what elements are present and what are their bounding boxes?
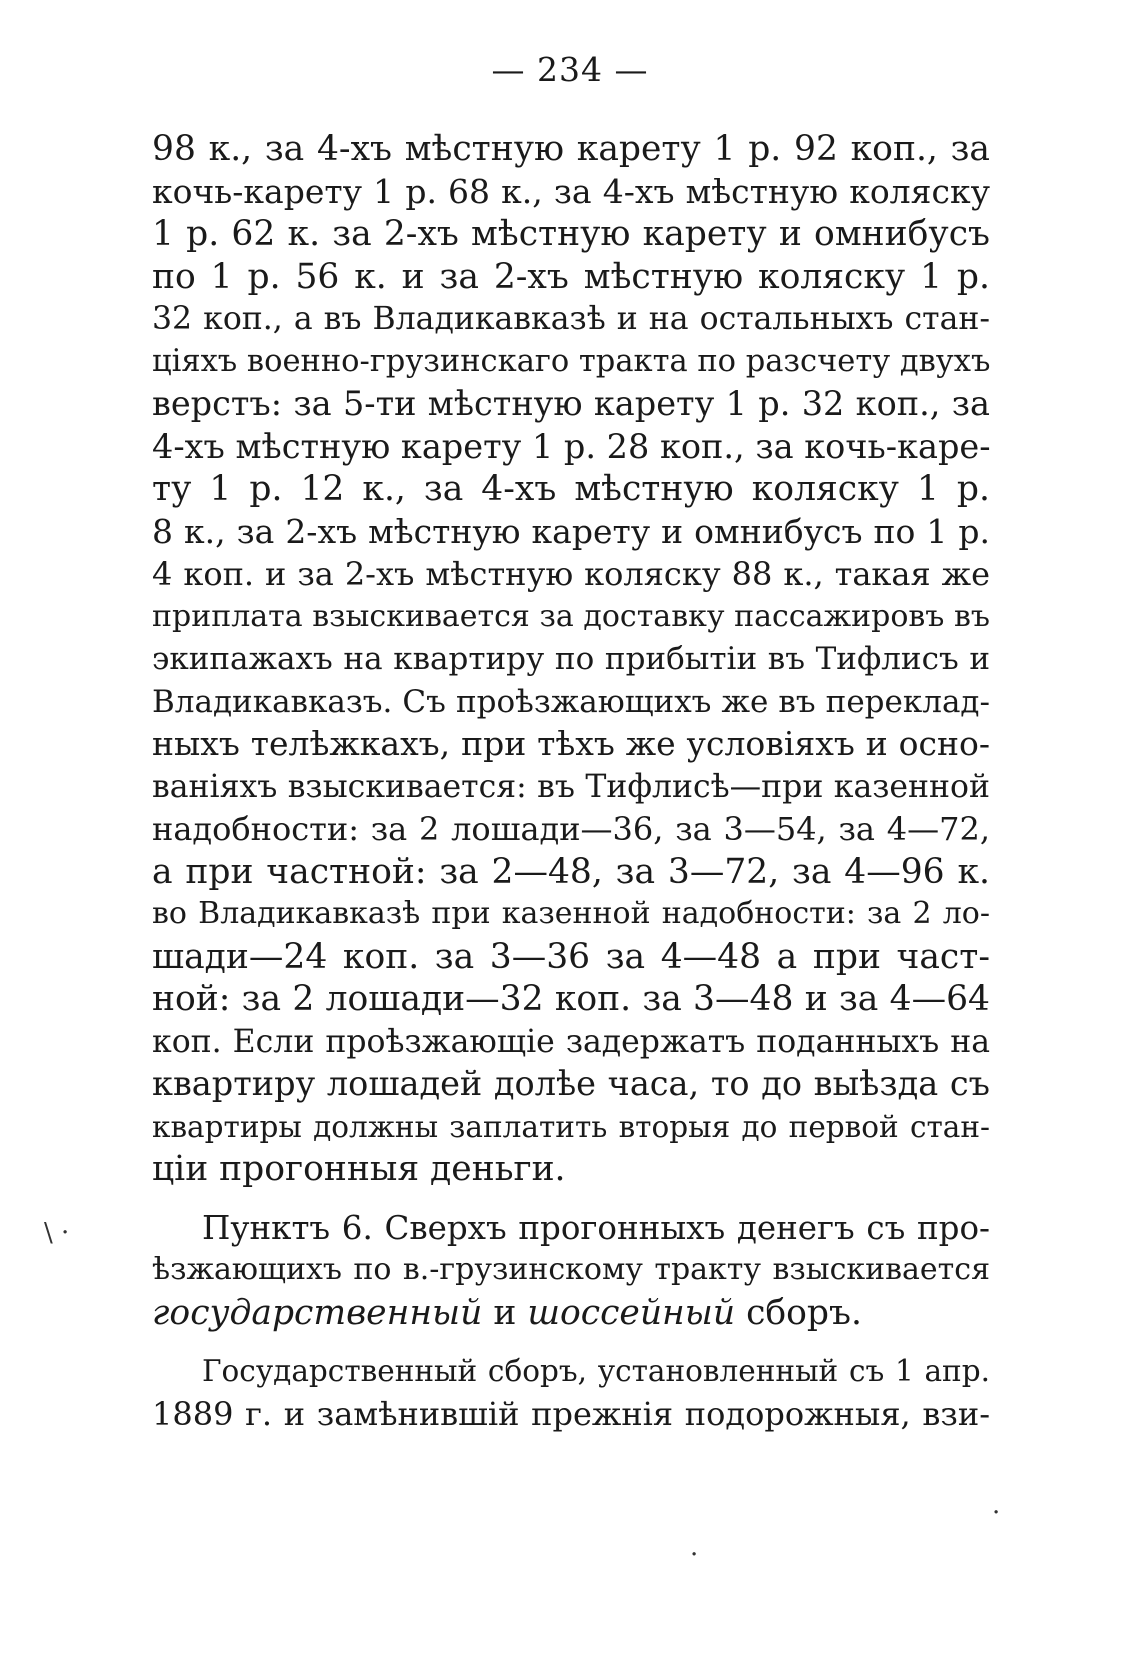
paragraph-3 — [152, 1350, 990, 1435]
margin-speck: \ · — [44, 1218, 70, 1248]
italic-term: государственный — [152, 1292, 483, 1333]
text-line: ту 1 р. 12 к., за 4-хъ мѣстную коляску 1 р. — [152, 469, 990, 509]
conjunction: и — [493, 1292, 517, 1333]
text-line — [152, 1292, 990, 1335]
text-line: Государственный сборъ, установленный съ 1 апр. — [202, 1354, 990, 1388]
text-line: приплата взыскивается за доставку пассажировъ въ — [152, 598, 990, 634]
text-line: 4 коп. и за 2-хъ мѣстную коляску 88 к., такая же — [152, 555, 990, 593]
text-line: коп. Если проѣзжающіе задержатъ поданныхъ на — [152, 1023, 990, 1060]
margin-speck: · — [690, 1540, 699, 1570]
text-line: 8 к., за 2-хъ мѣстную карету и омнибусъ по 1 р. — [152, 511, 990, 551]
line-end: сборъ. — [746, 1292, 862, 1333]
text-line: ціяхъ военно-грузинскаго тракта по разсчету двухъ — [152, 343, 991, 379]
italic-term: шоссейный — [527, 1292, 736, 1333]
margin-speck: · — [992, 1498, 1001, 1528]
text-line: ѣзжающихъ по в.-грузинскому тракту взыскивается — [152, 1252, 990, 1287]
text-line: Владикавказъ. Съ проѣзжающихъ же въ переклад- — [152, 683, 990, 720]
page-number: — 234 — — [491, 50, 649, 89]
text-line: надобности: за 2 лошади—36, за 3—54, за 4—72, — [152, 810, 990, 848]
text-line: 32 коп., а въ Владикавказѣ и на остальныхъ стан- — [152, 301, 990, 337]
text-line: 4-хъ мѣстную карету 1 р. 28 коп., за кочь-каре- — [152, 426, 991, 466]
paragraph-1 — [152, 128, 990, 1191]
paragraph-gap — [152, 1191, 990, 1207]
text-line: экипажахъ на квартиру по прибытіи въ Тифлисъ и — [152, 641, 990, 677]
text-line: верстъ: за 5-ти мѣстную карету 1 р. 32 коп., за — [152, 384, 990, 423]
text-line: 1889 г. и замѣнившій прежнія подорожныя, взи- — [152, 1394, 990, 1433]
text-line: квартиры должны заплатить вторыя до первой стан- — [152, 1109, 990, 1144]
text-line: во Владикавказѣ при казенной надобности: за 2 ло- — [152, 896, 990, 931]
text-line: Пунктъ 6. Сверхъ прогонныхъ денегъ съ про- — [202, 1208, 990, 1247]
paragraph-gap — [152, 1334, 990, 1350]
text-line: 1 р. 62 к. за 2-хъ мѣстную карету и омнибусъ — [152, 214, 990, 254]
text-line: а при частной: за 2—48, за 3—72, за 4—96 к. — [152, 851, 990, 892]
text-line: кочь-карету 1 р. 68 к., за 4-хъ мѣстную коляску — [152, 171, 990, 211]
text-line: шади—24 коп. за 3—36 за 4—48 а при част- — [152, 936, 990, 977]
text-line: 98 к., за 4-хъ мѣстную карету 1 р. 92 коп., за — [152, 129, 990, 169]
text-line: ціи прогонныя деньги. — [152, 1149, 566, 1189]
text-line: по 1 р. 56 к. и за 2-хъ мѣстную коляску 1 р. — [152, 256, 990, 297]
text-line: ной: за 2 лошади—32 коп. за 3—48 и за 4—64 — [152, 979, 990, 1019]
text-block — [152, 128, 990, 1435]
paragraph-2 — [152, 1207, 990, 1335]
text-line: квартиру лошадей долѣе часа, то до выѣзда съ — [152, 1064, 990, 1103]
text-line: ныхъ телѣжкахъ, при тѣхъ же условіяхъ и осно- — [152, 724, 990, 763]
text-line: ваніяхъ взыскивается: въ Тифлисѣ—при казенной — [152, 768, 990, 805]
